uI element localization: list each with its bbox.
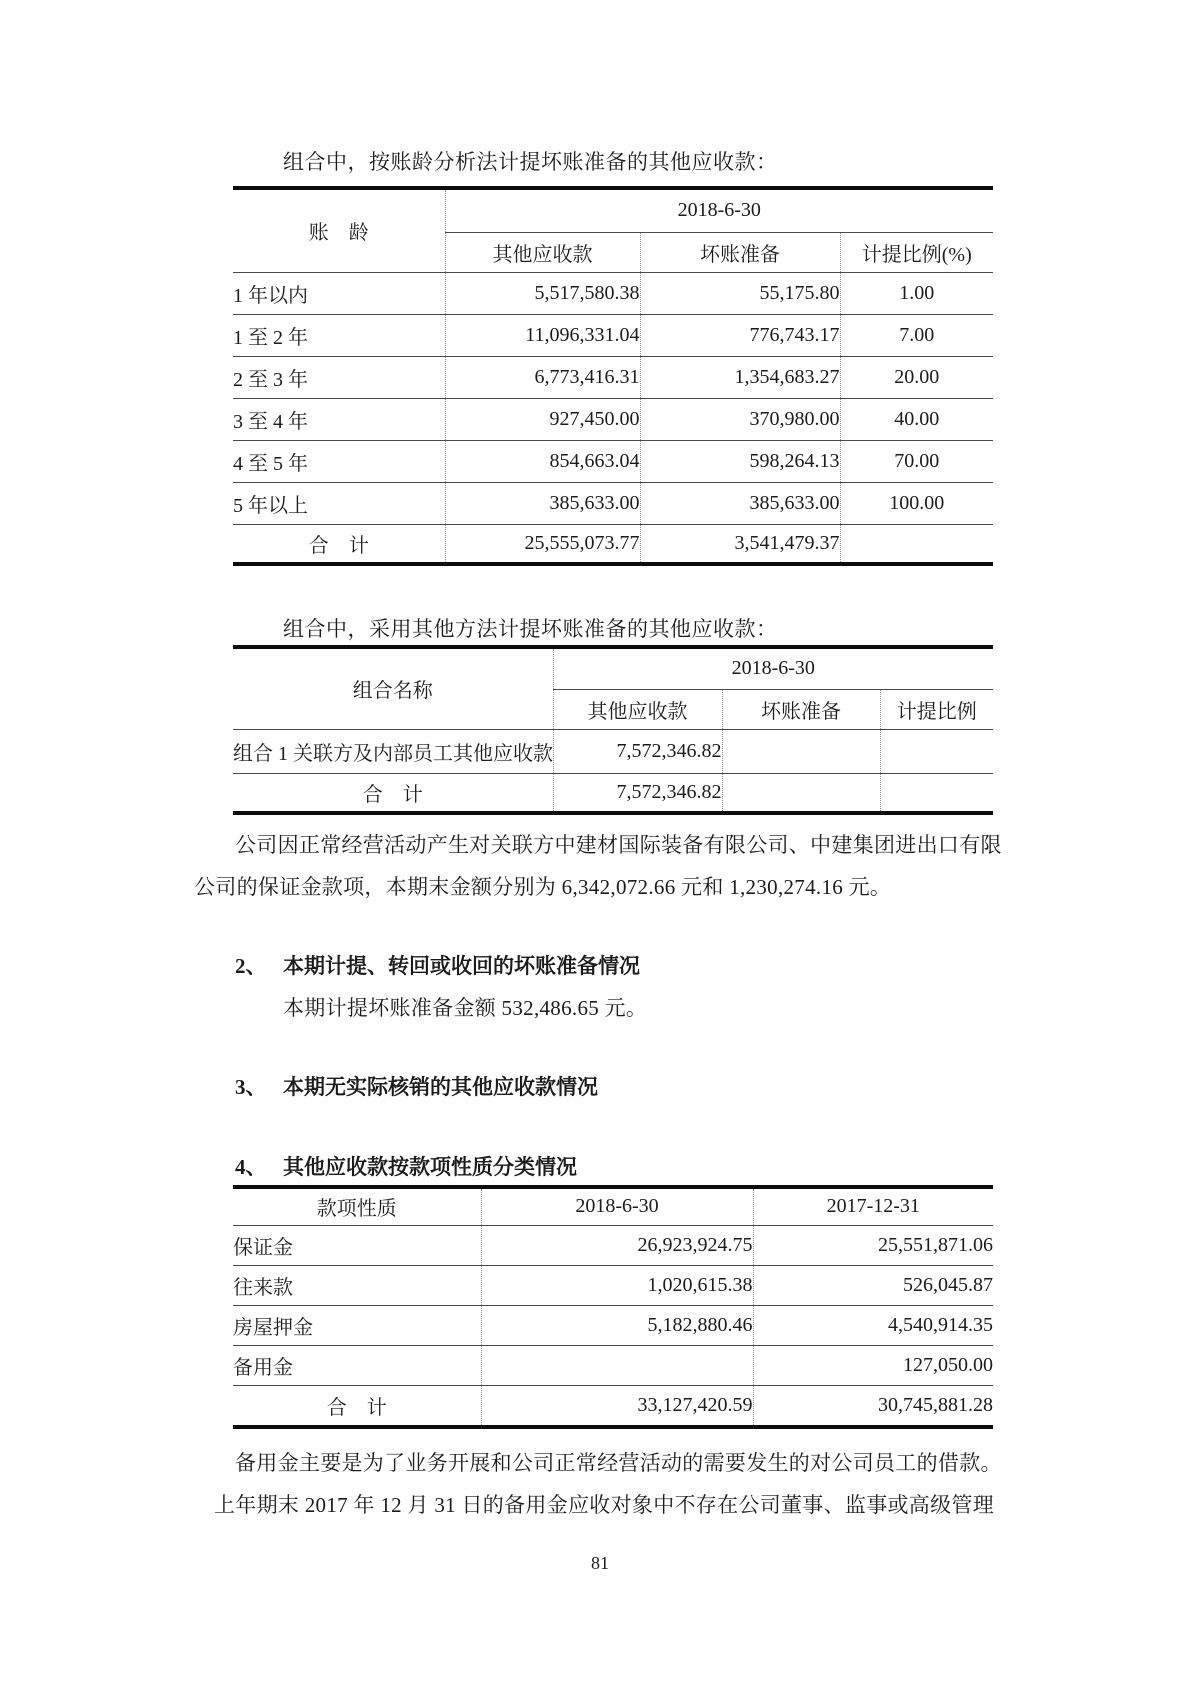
aging-provision: 598,264.13 — [640, 440, 840, 482]
section-4-title: 其他应收款按款项性质分类情况 — [283, 1155, 577, 1179]
om-subheader-provision: 坏账准备 — [722, 689, 880, 729]
om-total-provision — [722, 773, 880, 813]
aging-ratio: 1.00 — [840, 272, 993, 314]
nature-header-label: 款项性质 — [233, 1187, 481, 1225]
nature-label: 备用金 — [233, 1345, 481, 1385]
section-2-body: 本期计提坏账准备金额 532,486.65 元。 — [283, 996, 648, 1020]
section-2-number: 2、 — [235, 954, 267, 978]
om-label: 组合 1 关联方及内部员工其他应收款 — [233, 729, 553, 773]
om-header-row-1 — [233, 647, 993, 689]
aging-provision: 385,633.00 — [640, 482, 840, 524]
aging-provision: 1,354,683.27 — [640, 356, 840, 398]
section-3-number: 3、 — [235, 1075, 267, 1099]
aging-label: 5 年以上 — [233, 482, 445, 524]
aging-ratio: 20.00 — [840, 356, 993, 398]
aging-header-row-1 — [233, 188, 993, 232]
nature-header-2018: 2018-6-30 — [481, 1187, 753, 1225]
nature-2017-value: 25,551,871.06 — [753, 1225, 993, 1265]
nature-2017-value: 4,540,914.35 — [753, 1305, 993, 1345]
nature-label: 保证金 — [233, 1225, 481, 1265]
aging-ratio: 70.00 — [840, 440, 993, 482]
table-row — [233, 1345, 993, 1385]
aging-table-title: 组合中，按账龄分析法计提坏账准备的其他应收款： — [283, 150, 778, 174]
section-2-title: 本期计提、转回或收回的坏账准备情况 — [283, 954, 640, 978]
om-provision — [722, 729, 880, 773]
aging-total-label: 合 计 — [308, 534, 369, 557]
table-row — [233, 1305, 993, 1345]
nature-total-2018: 33,127,420.59 — [481, 1385, 753, 1427]
om-total-ratio — [880, 773, 993, 813]
aging-total-ratio — [840, 524, 993, 564]
aging-total-provision: 3,541,479.37 — [640, 524, 840, 564]
aging-label: 1 至 2 年 — [233, 314, 445, 356]
aging-receivable: 6,773,416.31 — [445, 356, 640, 398]
table-row — [233, 729, 993, 773]
aging-provision: 55,175.80 — [640, 272, 840, 314]
aging-date-header: 2018-6-30 — [445, 188, 993, 232]
nature-2018-value: 5,182,880.46 — [481, 1305, 753, 1345]
table-row — [233, 440, 993, 482]
aging-receivable: 927,450.00 — [445, 398, 640, 440]
aging-ratio: 7.00 — [840, 314, 993, 356]
aging-provision: 370,980.00 — [640, 398, 840, 440]
nature-2017-value: 526,045.87 — [753, 1265, 993, 1305]
nature-table — [233, 1185, 993, 1429]
nature-total-label: 合 计 — [326, 1396, 387, 1419]
aging-receivable: 11,096,331.04 — [445, 314, 640, 356]
other-method-table-title: 组合中，采用其他方法计提坏账准备的其他应收款： — [283, 617, 778, 641]
nature-total-row — [233, 1385, 993, 1427]
aging-label: 1 年以内 — [233, 272, 445, 314]
aging-col1-header: 账 龄 — [233, 188, 445, 272]
om-date-header: 2018-6-30 — [553, 647, 993, 689]
nature-label: 房屋押金 — [233, 1305, 481, 1345]
section-3-title: 本期无实际核销的其他应收款情况 — [283, 1075, 598, 1099]
section-2-heading — [235, 950, 640, 980]
section-4-number: 4、 — [235, 1155, 267, 1179]
nature-total-2017: 30,745,881.28 — [753, 1385, 993, 1427]
petty-cash-note-line-2: 上年期末 2017 年 12 月 31 日的备用金应收对象中不存在公司董事、监事或高级管理 — [214, 1493, 994, 1517]
table-row — [233, 482, 993, 524]
aging-ratio: 100.00 — [840, 482, 993, 524]
aging-receivable: 5,517,580.38 — [445, 272, 640, 314]
page-number: 81 — [591, 1553, 609, 1573]
nature-label: 往来款 — [233, 1265, 481, 1305]
aging-table — [233, 186, 993, 566]
aging-total-receivable: 25,555,073.77 — [445, 524, 640, 564]
aging-label: 4 至 5 年 — [233, 440, 445, 482]
nature-2018-value: 26,923,924.75 — [481, 1225, 753, 1265]
nature-header-row — [233, 1187, 993, 1225]
table-row — [233, 1225, 993, 1265]
om-total-receivable: 7,572,346.82 — [553, 773, 722, 813]
aging-ratio: 40.00 — [840, 398, 993, 440]
om-receivable: 7,572,346.82 — [553, 729, 722, 773]
om-ratio — [880, 729, 993, 773]
other-method-table — [233, 645, 993, 815]
om-col1-header: 组合名称 — [233, 647, 553, 729]
nature-header-2017: 2017-12-31 — [753, 1187, 993, 1225]
table-row — [233, 272, 993, 314]
table-row — [233, 314, 993, 356]
om-total-row — [233, 773, 993, 813]
table-row — [233, 398, 993, 440]
om-subheader-receivable: 其他应收款 — [553, 689, 722, 729]
section-4-heading — [235, 1151, 577, 1181]
guarantee-note-line-2: 公司的保证金款项，本期末金额分别为 6,342,072.66 元和 1,230,274.16 元。 — [194, 875, 892, 899]
aging-subheader-ratio: 计提比例(%) — [840, 232, 993, 272]
aging-receivable: 854,663.04 — [445, 440, 640, 482]
table-row — [233, 356, 993, 398]
aging-provision: 776,743.17 — [640, 314, 840, 356]
aging-receivable: 385,633.00 — [445, 482, 640, 524]
aging-total-row — [233, 524, 993, 564]
guarantee-note-line-1: 公司因正常经营活动产生对关联方中建材国际装备有限公司、中建集团进出口有限 — [235, 833, 1002, 857]
om-total-label: 合 计 — [362, 783, 423, 806]
nature-2017-value: 127,050.00 — [753, 1345, 993, 1385]
nature-2018-value: 1,020,615.38 — [481, 1265, 753, 1305]
aging-label: 2 至 3 年 — [233, 356, 445, 398]
aging-subheader-provision: 坏账准备 — [640, 232, 840, 272]
petty-cash-note-line-1: 备用金主要是为了业务开展和公司正常经营活动的需要发生的对公司员工的借款。 — [235, 1451, 1002, 1475]
nature-2018-value — [481, 1345, 753, 1385]
aging-label: 3 至 4 年 — [233, 398, 445, 440]
table-row — [233, 1265, 993, 1305]
section-3-heading — [235, 1071, 598, 1101]
om-subheader-ratio: 计提比例 — [880, 689, 993, 729]
aging-subheader-receivable: 其他应收款 — [445, 232, 640, 272]
